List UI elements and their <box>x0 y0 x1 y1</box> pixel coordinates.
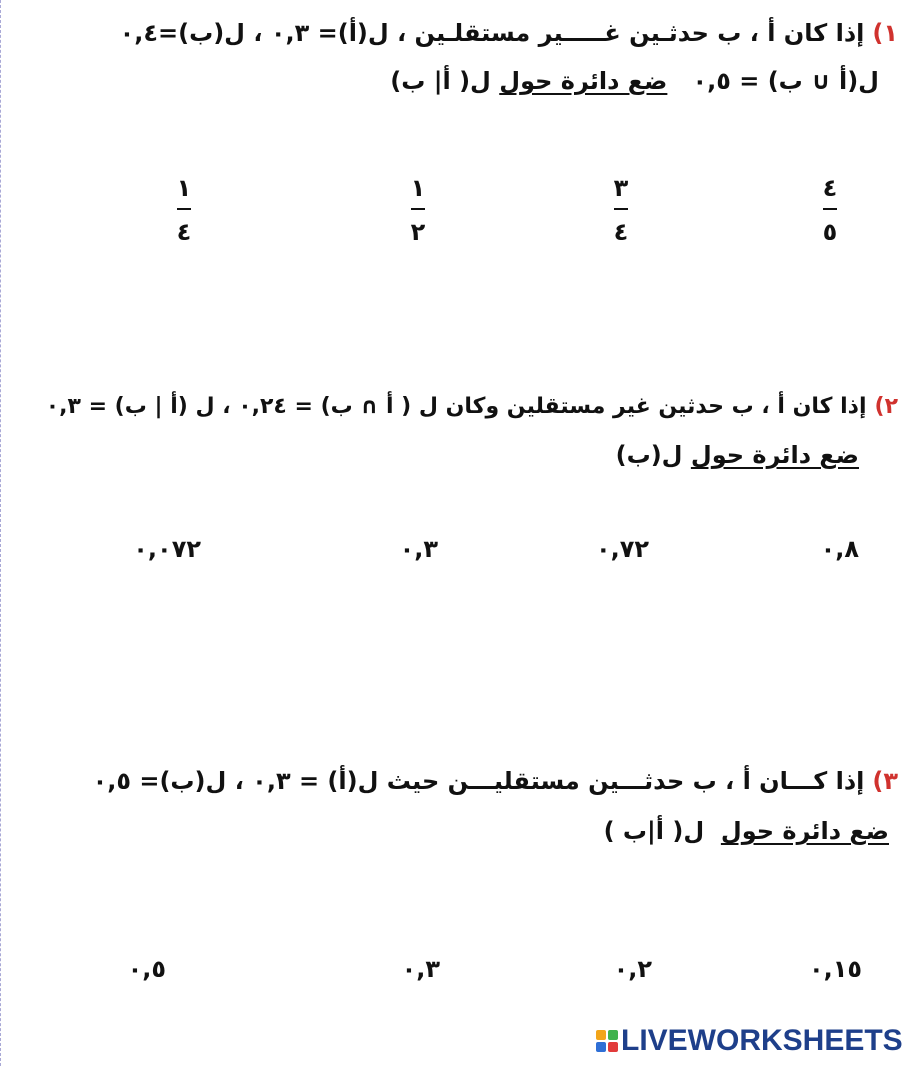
question-1-number: ١) <box>872 19 898 47</box>
question-1-instruction: ضع دائرة حول <box>499 67 668 95</box>
question-1-option-3[interactable] <box>398 174 438 246</box>
logo-square-icon <box>608 1042 618 1052</box>
question-2-number: ٢) <box>874 394 898 419</box>
question-1-line-1 <box>120 16 898 50</box>
question-2-option-3[interactable]: ٠,٣ <box>399 535 438 563</box>
fraction-numerator: ١ <box>410 174 426 202</box>
question-1-option-2[interactable] <box>601 174 641 246</box>
fraction-bar <box>177 208 191 210</box>
fraction-numerator: ٤ <box>822 174 838 202</box>
question-3-line-2 <box>604 814 889 848</box>
question-1-line-2 <box>390 64 879 98</box>
question-1-option-4[interactable] <box>164 174 204 246</box>
fraction-denominator: ٢ <box>410 218 426 246</box>
question-3-instruction: ضع دائرة حول <box>720 817 889 845</box>
fraction-bar <box>614 208 628 210</box>
liveworksheets-logo-icon <box>596 1030 618 1052</box>
fraction-bar <box>411 208 425 210</box>
question-2-option-2[interactable]: ٠,٧٢ <box>595 535 649 563</box>
question-2-option-4[interactable]: ٠,٠٧٢ <box>133 535 201 563</box>
question-2-target: ل(ب) <box>615 441 683 469</box>
question-2-text: إذا كان أ ، ب حدثين غير مستقلين وكان ل ( أ ∩ ب) = ٠,٢٤ ، ل (أ | ب) = ٠,٣ <box>45 394 867 419</box>
question-3-number: ٣) <box>872 767 898 795</box>
question-1-target: ل( أ| ب) <box>390 67 491 95</box>
question-3-option-1[interactable]: ٠,١٥ <box>808 955 862 983</box>
fraction-numerator: ١ <box>176 174 192 202</box>
logo-square-icon <box>596 1042 606 1052</box>
question-3-text: إذا كـــان أ ، ب حدثـــين مستقليـــن حيث ل(أ) = ٠,٣ ، ل(ب)= ٠,٥ <box>92 767 865 795</box>
question-1-text: إذا كان أ ، ب حدثـين غـــــير مستقلـين ، ل(أ)= ٠,٣ ، ل(ب)=٠,٤ <box>119 19 865 47</box>
liveworksheets-logo[interactable] <box>596 1024 903 1058</box>
question-3-option-2[interactable]: ٠,٢ <box>613 955 652 983</box>
question-1-option-1[interactable] <box>810 174 850 246</box>
liveworksheets-logo-text: LIVEWORKSHEETS <box>621 1024 903 1057</box>
question-2-option-1[interactable]: ٠,٨ <box>820 535 859 563</box>
logo-square-icon <box>596 1030 606 1040</box>
question-2-line-1 <box>46 390 898 424</box>
fraction-bar <box>823 208 837 210</box>
fraction-denominator: ٤ <box>613 218 629 246</box>
question-3-option-4[interactable]: ٠,٥ <box>127 955 166 983</box>
page-left-border <box>0 0 1 1066</box>
fraction-numerator: ٣ <box>613 174 629 202</box>
question-2-instruction: ضع دائرة حول <box>690 441 859 469</box>
question-3-target: ل( أ|ب ) <box>603 817 705 845</box>
question-3-line-1 <box>93 764 898 798</box>
logo-square-icon <box>608 1030 618 1040</box>
question-1-given: ل(أ ∪ ب) = ٠,٥ <box>692 67 879 95</box>
fraction-denominator: ٥ <box>822 218 838 246</box>
fraction-denominator: ٤ <box>176 218 192 246</box>
question-2-line-2 <box>616 438 859 472</box>
question-3-option-3[interactable]: ٠,٣ <box>401 955 440 983</box>
